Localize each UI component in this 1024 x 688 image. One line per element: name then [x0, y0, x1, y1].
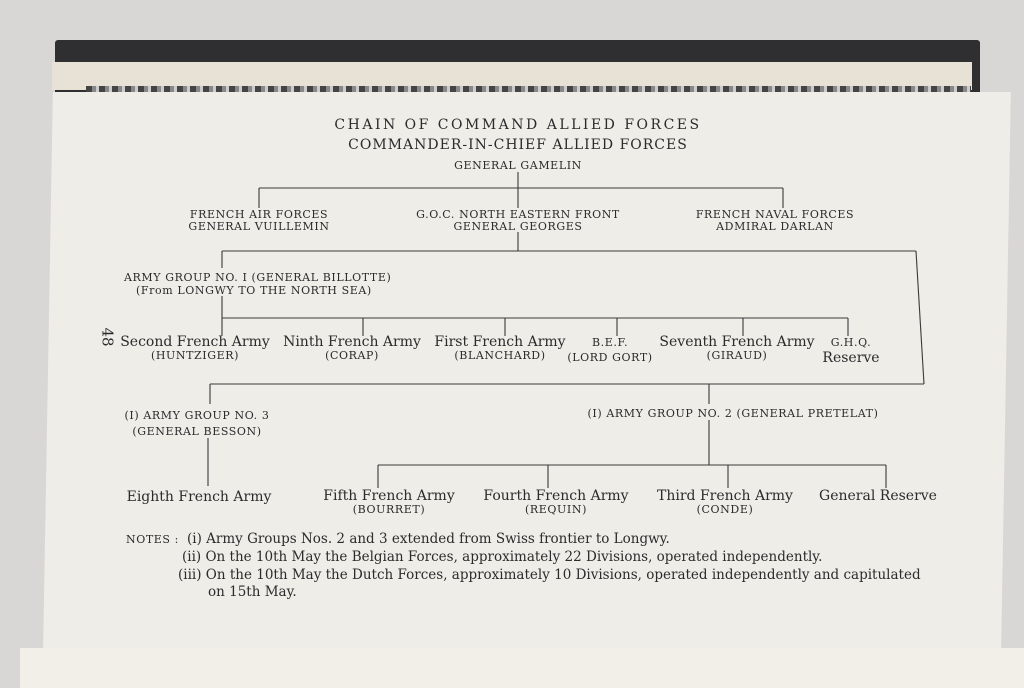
node-fourth-army [483, 489, 628, 516]
node-army-group-1-title: ARMY GROUP NO. I (GENERAL BILLOTTE) [124, 271, 392, 284]
army-commander: (LORD GORT) [567, 351, 653, 364]
node-naval-forces-commander: ADMIRAL DARLAN [716, 220, 834, 233]
army-commander: (BLANCHARD) [454, 349, 546, 362]
note-1: (i) Army Groups Nos. 2 and 3 extended from Swiss frontier to Longwy. [187, 531, 670, 547]
army-commander: (BOURRET) [352, 503, 426, 516]
node-army-group-1-sector: (From LONGWY TO THE NORTH SEA) [136, 284, 372, 297]
army-name: First French Army [434, 334, 566, 350]
army-commander: Reserve [822, 350, 880, 366]
chart-title: CHAIN OF COMMAND ALLIED FORCES [334, 117, 702, 133]
node-army-group-3-commander: (GENERAL BESSON) [132, 425, 262, 438]
node-north-eastern-front-title: G.O.C. NORTH EASTERN FRONT [416, 208, 620, 221]
army-name: Seventh French Army [659, 334, 815, 350]
note-2: (ii) On the 10th May the Belgian Forces, approximately 22 Divisions, operated independently. [182, 549, 823, 565]
node-ghq-reserve [822, 337, 879, 366]
note-3: (iii) On the 10th May the Dutch Forces, approximately 10 Divisions, operated independently and capitulated [178, 567, 921, 583]
node-army-group-2: (I) ARMY GROUP NO. 2 (GENERAL PRETELAT) [587, 407, 879, 420]
node-commander-in-chief: GENERAL GAMELIN [454, 159, 582, 172]
node-third-army [657, 489, 793, 516]
army-commander: (GIRAUD) [706, 349, 768, 362]
notes-label: NOTES : [126, 533, 179, 546]
army-name: Second French Army [120, 334, 270, 350]
note-3-continued: on 15th May. [208, 584, 297, 600]
army-commander: (CORAP) [325, 349, 379, 362]
chart-subtitle: COMMANDER-IN-CHIEF ALLIED FORCES [348, 137, 688, 153]
node-army-group-1 [124, 271, 391, 297]
node-army-group-3-title: (I) ARMY GROUP NO. 3 [124, 409, 270, 422]
node-first-army [434, 335, 565, 362]
army-commander: (HUNTZIGER) [150, 349, 240, 362]
node-fifth-army [323, 489, 454, 516]
army-name: Third French Army [657, 488, 793, 504]
node-naval-forces [696, 209, 854, 233]
node-naval-forces-title: FRENCH NAVAL FORCES [695, 208, 855, 221]
node-seventh-army [659, 335, 814, 362]
node-north-eastern-front [416, 209, 620, 233]
node-ninth-army [283, 335, 421, 362]
army-commander: (REQUIN) [525, 503, 587, 516]
node-eighth-army: Eighth French Army [126, 489, 272, 505]
army-name: G.H.Q. [830, 336, 872, 349]
node-air-forces-title: FRENCH AIR FORCES [189, 208, 329, 221]
army-name: Ninth French Army [283, 334, 421, 350]
army-name: Fourth French Army [483, 488, 629, 504]
node-air-forces-commander: GENERAL VUILLEMIN [188, 220, 330, 233]
node-second-army [120, 335, 270, 362]
army-name: Fifth French Army [323, 488, 455, 504]
node-north-eastern-front-commander: GENERAL GEORGES [453, 220, 583, 233]
node-general-reserve: General Reserve [819, 488, 937, 504]
node-bef [567, 337, 652, 364]
page-number: 48 [98, 327, 117, 347]
army-commander: (CONDE) [696, 503, 754, 516]
army-name: B.E.F. [591, 336, 629, 349]
node-army-group-3 [125, 408, 270, 440]
node-air-forces [188, 209, 329, 233]
